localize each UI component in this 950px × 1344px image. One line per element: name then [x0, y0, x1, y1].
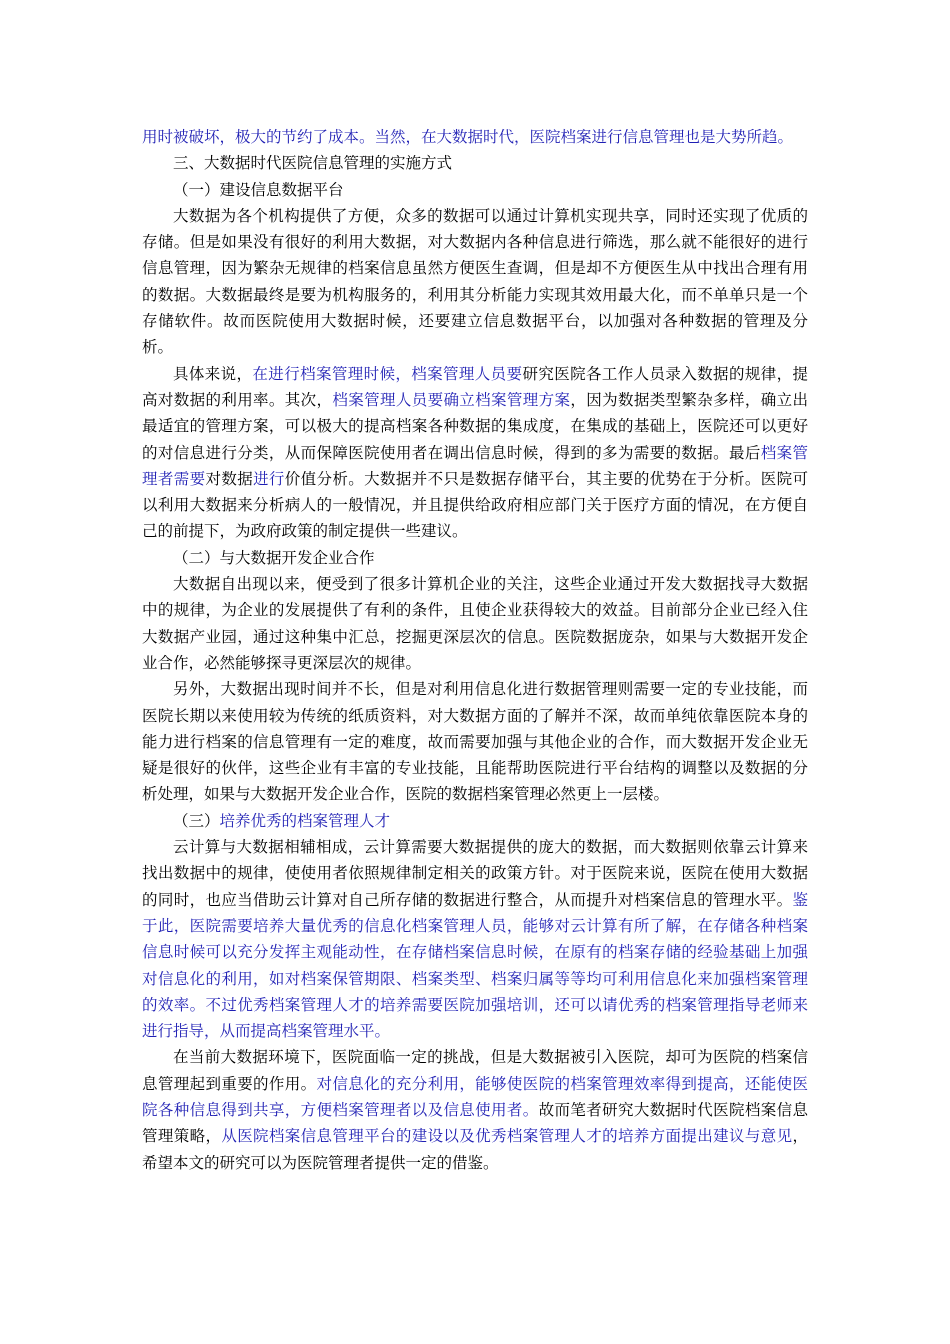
text-run: 大数据自出现以来，便受到了很多计算机企业的关注，这些企业通过开发大数据找寻大数据中的规律，为企业的发展提供了有利的条件，且使企业获得较大的效益。目前部分企业已经入住大数据产业园，通过这种集中汇总，挖掘更深层次的信息。医院数据庞杂，如果与大数据开发企业合作，必然能够探寻更深层次的规律。 — [142, 575, 808, 672]
highlighted-text-run: 档案管理人员要确立档案管理方案 — [332, 390, 571, 409]
text-run: 三、大数据时代医院信息管理的实施方式 — [173, 154, 453, 173]
paragraph — [142, 124, 808, 150]
text-run: （二）与大数据开发企业合作 — [173, 548, 375, 567]
document-page — [142, 124, 808, 1176]
highlighted-text-run: 培养优秀的档案管理人才 — [219, 811, 391, 830]
highlighted-text-run: 在进行档案管理时候，档案管理人员要 — [252, 364, 523, 383]
text-run: 另外，大数据出现时间并不长，但是对利用信息化进行数据管理则需要一定的专业技能，而医院长期以来使用较为传统的纸质资料，对大数据方面的了解并不深，故而单纯依靠医院本身的能力进行档案的信息管理有一定的难度，故而需要加强与其他企业的合作，而大数据开发企业无疑是很好的伙伴，这些企业有丰富的专业技能，且能帮助医院进行平台结构的调整以及数据的分析处理，如果与大数据开发企业合作，医院的数据档案管理必然更上一层楼。 — [142, 680, 808, 804]
text-run: 故而笔者研究大数据时代医院档案信息管理策略， — [142, 1100, 808, 1146]
paragraph — [142, 545, 808, 571]
paragraph — [142, 571, 808, 676]
paragraph — [142, 1044, 808, 1175]
paragraph — [142, 676, 808, 807]
text-run: （三） — [173, 811, 220, 830]
highlighted-text-run: 进行 — [253, 469, 285, 488]
paragraph — [142, 361, 808, 545]
text-run: 大数据为各个机构提供了方便，众多的数据可以通过计算机实现共享，同时还实现了优质的存储。但是如果没有很好的利用大数据，对大数据内各种信息进行筛选，那么就不能很好的进行信息管理，因为繁杂无规律的档案信息虽然方便医生查调，但是却不方便医生从中找出合理有用的数据。大数据最终是要为机构服务的，利用其分析能力实现其效用最大化，而不单单只是一个存储软件。故而医院使用大数据时候，还要建立信息数据平台，以加强对各种数据的管理及分析。 — [142, 206, 808, 357]
text-run: 研究医院各工作人员录入数据的规律，提高对数据的利用率。其次， — [142, 364, 808, 409]
text-run: 在当前大数据环境下，医院面临一定的挑战，但是大数据被引入医院，却可为医院的档案信息管理起到重要的作用。 — [142, 1048, 808, 1093]
text-run: ，希望本文的研究可以为医院管理者提供一定的借鉴。 — [142, 1127, 808, 1172]
text-run: 具体来说， — [173, 364, 253, 383]
text-run: ，因为数据类型繁杂多样，确立出最适宜的管理方案，可以极大的提高档案各种数据的集成度，在集成的基础上，医院还可以更好的对信息进行分类，从而保障医院使用者在调出信息时候，得到的多为需要的数据。最后 — [142, 390, 808, 462]
highlighted-text-run: 从医院档案信息管理平台的建设以及优秀档案管理人才的培养方面提出建议与意见 — [221, 1127, 793, 1146]
paragraph — [142, 203, 808, 361]
paragraph — [142, 808, 808, 834]
highlighted-text-run: 档案管理者需要 — [142, 443, 808, 488]
paragraph — [142, 177, 808, 203]
highlighted-text-run: 鉴于此，医院需要培养大量优秀的信息化档案管理人员，能够对云计算有所了解，在存储各种档案信息时候可以充分发挥主观能动性，在存储档案信息时候，在原有的档案存储的经验基础上加强对信息化的利用，如对档案保管期限、档案类型、档案归属等等均可利用信息化来加强档案管理的效率。不过优秀档案管理人才的培养需要医院加强培训，还可以请优秀的档案管理指导老师来进行指导，从而提高档案管理水平。 — [142, 890, 808, 1041]
paragraph — [142, 150, 808, 176]
highlighted-text-run: 用时被破坏，极大的节约了成本。当然，在大数据时代，医院档案进行信息管理也是大势所趋。 — [142, 128, 794, 146]
text-run: 价值分析。大数据并不只是数据存储平台，其主要的优势在于分析。医院可以利用大数据来分析病人的一般情况，并且提供给政府相应部门关于医疗方面的情况，在方便自己的前提下，为政府政策的制定提供一些建议。 — [142, 469, 808, 541]
highlighted-text-run: 对信息化的充分利用，能够使医院的档案管理效率得到提高，还能使医院各种信息得到共享，方便档案管理者以及信息使用者。 — [142, 1074, 808, 1119]
text-run: （一）建设信息数据平台 — [173, 180, 344, 199]
text-run: 对数据 — [205, 469, 254, 488]
paragraph — [142, 834, 808, 1044]
text-run: 云计算与大数据相辅相成，云计算需要大数据提供的庞大的数据，而大数据则依靠云计算来找出数据中的规律，使使用者依照规律制定相关的政策方针。对于医院来说，医院在使用大数据的同时，也应当借助云计算对自己所存储的数据进行整合，从而提升对档案信息的管理水平。 — [142, 838, 808, 909]
